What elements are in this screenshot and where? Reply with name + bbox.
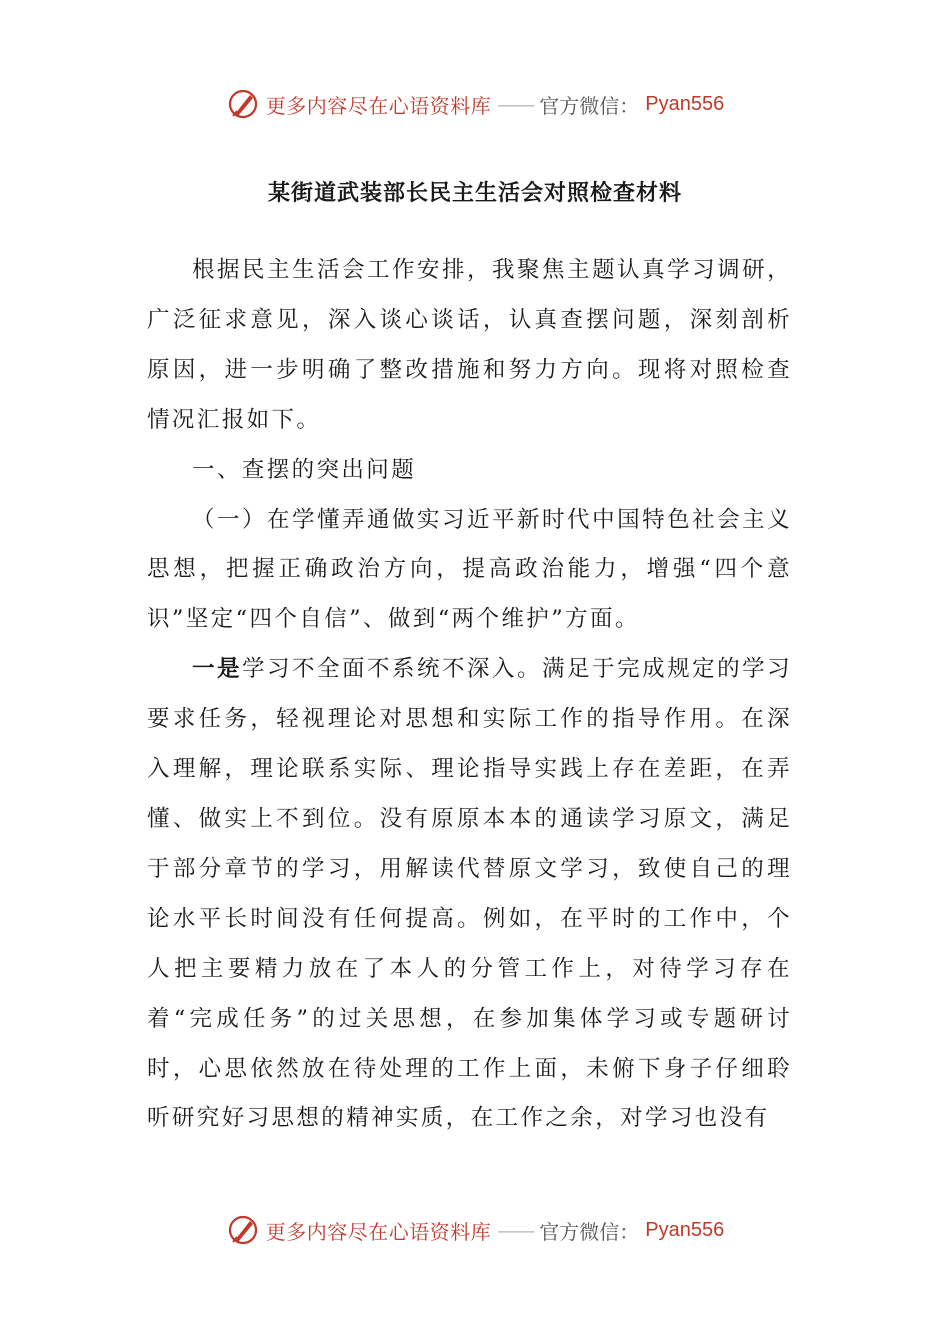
quill-logo-icon (226, 87, 260, 121)
subheading-item-one (147, 496, 792, 646)
watermark-dash: —— (497, 92, 534, 116)
paragraph-point-one (147, 645, 792, 1144)
heading-section-one (147, 446, 792, 496)
paragraph-intro (147, 246, 792, 446)
paragraph-text: （一）在学懂弄通做实习近平新时代中国特色社会主义思想，把握正确政治方向，提高政治能力，增强“四个意识”坚定“四个自信”、做到“两个维护”方面。 (147, 506, 792, 633)
quill-logo-icon (226, 1213, 260, 1247)
watermark-text: 更多内容尽在心语资料库 (265, 1219, 492, 1244)
paragraph-text: 学习不全面不系统不深入。满足于完成规定的学习要求任务，轻视理论对思想和实际工作的指导作用。在深入理解，理论联系实际、理论指导实践上存在差距，在弄懂、做实上不到位。没有原原本本的通读学习原文，满足于部分章节的学习，用解读代替原文学习，致使自己的理论水平长时间没有任何提高。例如，在平时的工作中，个人把主要精力放在了本人的分管工作上，对待学习存在着“完成任务”的过关思想，在参加集体学习或专题研讨时，心思依然放在待处理的工作上面，未俯下身子仔细聆听研究好习思想的精神实质，在工作之余，对学习也没有 (147, 656, 792, 1132)
document-title: 某街道武装部长民主生活会对照检查材料 (267, 180, 682, 206)
watermark-label: 官方微信： (539, 1219, 640, 1244)
watermark-id: Pyan556 (645, 92, 725, 115)
watermark-footer (0, 1210, 950, 1250)
watermark-dash: —— (497, 1218, 534, 1242)
paragraph-text: 一、查摆的突出问题 (192, 456, 417, 483)
point-lead: 一是 (192, 656, 243, 683)
document-body (147, 246, 792, 1144)
watermark-text: 更多内容尽在心语资料库 (265, 93, 492, 118)
watermark-id: Pyan556 (645, 1218, 725, 1241)
watermark-header (0, 84, 950, 124)
paragraph-text: 根据民主生活会工作安排，我聚焦主题认真学习调研，广泛征求意见，深入谈心谈话，认真查摆问题，深刻剖析原因，进一步明确了整改措施和努力方向。现将对照检查情况汇报如下。 (147, 257, 792, 433)
watermark-label: 官方微信： (539, 93, 640, 118)
